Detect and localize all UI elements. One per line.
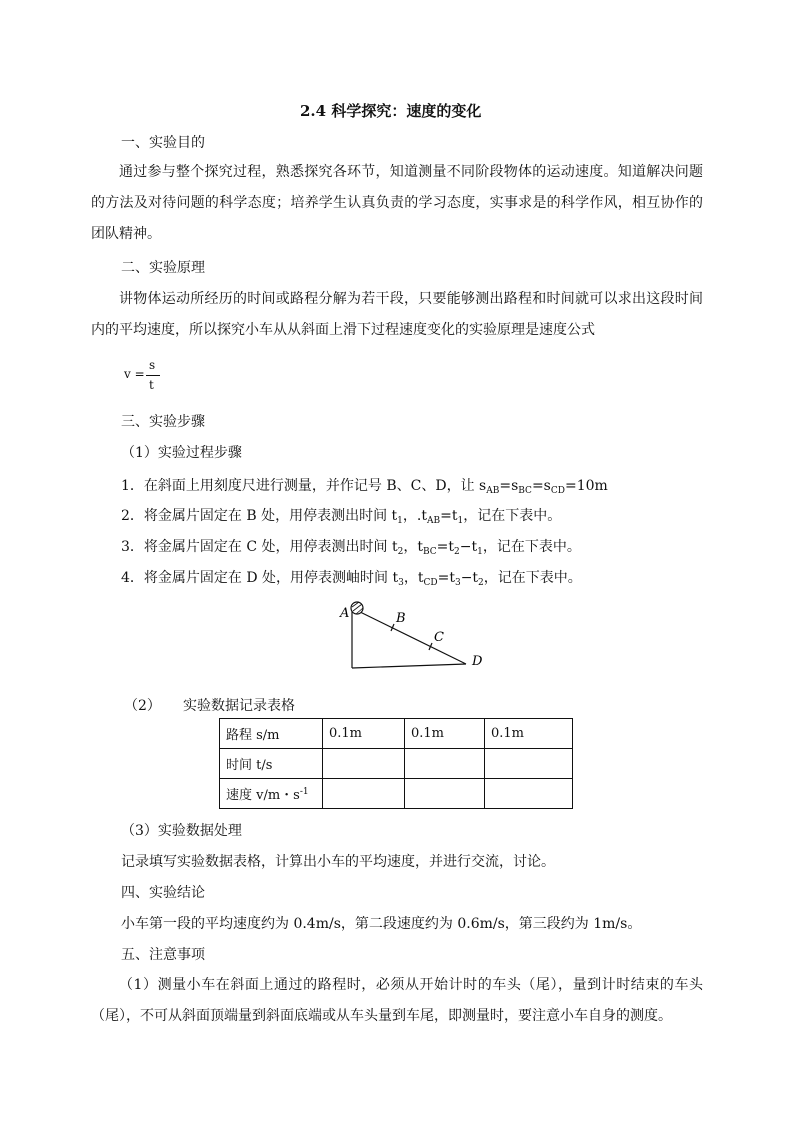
table-cell: 速度 v/m・$s^{-1}$ — [220, 779, 323, 809]
formula-numerator: s — [149, 358, 156, 372]
table-subheading: 实验数据记录表格 — [183, 698, 295, 714]
table-cell — [323, 779, 405, 809]
table-cell: 路程 s/m — [220, 719, 323, 749]
incline-base — [352, 664, 466, 668]
label-b: B — [396, 611, 406, 626]
heading-objective: 一、实验目的 — [121, 135, 205, 151]
formula-lhs: v = — [124, 367, 145, 381]
principle-paragraph — [91, 284, 703, 346]
page-title: 2.4 科学探究：速度的变化 — [300, 102, 482, 120]
formula-denominator: t — [149, 378, 154, 392]
step-2: 2．将金属片固定在 B 处，用停表测出时间 $t_1$，$.t_{AB}=t_1$，记在下表中。 — [121, 508, 562, 526]
fraction-bar — [146, 375, 160, 376]
table-cell — [323, 749, 405, 779]
processing-subheading: （3）实验数据处理 — [121, 823, 242, 839]
heading-principle: 二、实验原理 — [121, 260, 205, 276]
table-cell: 0.1m — [323, 719, 405, 749]
table-cell: 时间 t/s — [220, 749, 323, 779]
heading-conclusion: 四、实验结论 — [121, 885, 205, 901]
label-a: A — [340, 606, 350, 621]
incline-diagram — [330, 596, 490, 674]
table-cell — [405, 749, 485, 779]
incline-slope — [352, 608, 466, 664]
table-cell — [405, 779, 485, 809]
table-row — [220, 749, 573, 779]
table-cell — [485, 779, 573, 809]
objective-paragraph — [91, 157, 703, 250]
table-row — [220, 719, 573, 749]
processing-text: 记录填写实验数据表格，计算出小车的平均速度，并进行交流，讨论。 — [121, 854, 555, 870]
step-4: 4．将金属片固定在 D 处，用停表测岫时间 $t_3$，$t_{CD}=t_3-t_2$，记在下表中。 — [121, 570, 582, 588]
heading-notes: 五、注意事项 — [121, 947, 205, 963]
steps-subheading: （1）实验过程步骤 — [121, 445, 242, 461]
notes-text: （1）测量小车在斜面上通过的路程时，必须从开始计时的车头（尾），量到计时结束的车头（尾），不可从斜面顶端量到斜面底端或从车头量到车尾，即测量时，要注意小车自身的测度。 — [91, 977, 703, 1024]
table-cell: 0.1m — [485, 719, 573, 749]
principle-text: 讲物体运动所经历的时间或路程分解为若干段，只要能够测出路程和时间就可以求出这段时间内的平均速度，所以探究小车从从斜面上滑下过程速度变化的实验原理是速度公式 — [91, 291, 703, 338]
table-row — [220, 779, 573, 809]
data-table — [219, 718, 573, 809]
table-subheading-number: （2） — [124, 698, 161, 714]
label-c: C — [434, 630, 444, 645]
label-d: D — [472, 654, 483, 669]
step-1: 1．在斜面上用刻度尺进行测量，并作记号 B、C、D，让 $s_{AB}=s_{BC}=s_{CD}=10m$ — [121, 478, 608, 496]
table-cell: 0.1m — [405, 719, 485, 749]
objective-text: 通过参与整个探究过程，熟悉探究各环节，知道测量不同阶段物体的运动速度。知道解决问题的方法及对待问题的科学态度；培养学生认真负责的学习态度，实事求是的科学作风，相互协作的团队精神。 — [91, 164, 703, 242]
conclusion-text: 小车第一段的平均速度约为 0.4m/s，第二段速度约为 0.6m/s，第三段约为 1m/s。 — [121, 916, 642, 932]
notes-paragraph — [91, 970, 703, 1032]
step-3: 3．将金属片固定在 C 处，用停表测出时间 $t_2$，$t_{BC}=t_2-t_1$，记在下表中。 — [121, 539, 581, 557]
table-cell — [485, 749, 573, 779]
heading-steps: 三、实验步骤 — [121, 414, 205, 430]
